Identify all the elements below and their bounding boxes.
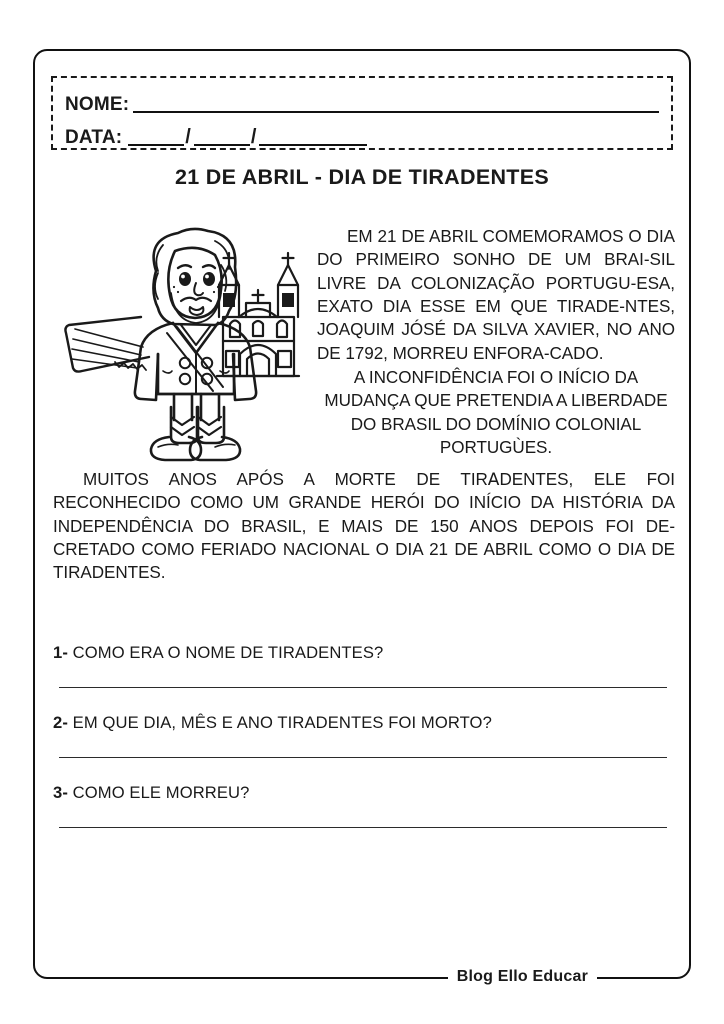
footer bbox=[35, 966, 689, 988]
name-input-line[interactable] bbox=[133, 110, 659, 113]
question-1-number: 1- bbox=[53, 643, 68, 662]
question-2 bbox=[53, 710, 673, 733]
date-separator-2: / bbox=[250, 126, 257, 148]
boots-graphic bbox=[151, 394, 240, 460]
blog-credit: Blog Ello Educar bbox=[448, 968, 597, 986]
student-info-box bbox=[51, 76, 673, 150]
name-label: NOME: bbox=[65, 94, 130, 115]
date-field-row bbox=[65, 117, 659, 150]
date-month-input-line[interactable] bbox=[194, 143, 250, 146]
question-3 bbox=[53, 780, 673, 803]
date-separator-1: / bbox=[185, 126, 191, 148]
page-title: 21 DE ABRIL - DIA DE TIRADENTES bbox=[174, 165, 550, 189]
question-2-text: EM QUE DIA, MÊS E ANO TIRADENTES FOI MORTO? bbox=[67, 713, 492, 732]
paragraph-inconfidencia: A INCONFIDÊNCIA FOI O INÍCIO DA MUDANÇA QUE PRETENDIA A LIBERDADE DO BRASIL DO DOMÍNIO COLONIAL PORTUGÙES. bbox=[324, 367, 668, 457]
question-2-number: 2- bbox=[53, 713, 68, 732]
church-graphic bbox=[217, 253, 299, 376]
answer-line-1[interactable] bbox=[59, 687, 667, 688]
question-1-text: COMO ERA O NOME DE TIRADENTES? bbox=[67, 643, 384, 662]
paragraph-intro: EM 21 DE ABRIL COMEMORAMOS O DIA DO PRIMEIRO SONHO DE UM BRAI-SIL LIVRE DA COLONIZAÇÃO PORTUGU-ESA, EXATO DIA ESSE EM QUE TIRADE-NTES, JOAQUIM JÓSÉ DA SILVA XAVIER, NO ANO DE 1792, MORREU ENFORA-CADO. bbox=[317, 227, 675, 363]
name-field-row bbox=[65, 84, 659, 117]
date-label: DATA: bbox=[65, 127, 123, 148]
question-3-text: COMO ELE MORREU? bbox=[67, 783, 250, 802]
question-1 bbox=[53, 640, 673, 663]
question-3-number: 3- bbox=[53, 783, 68, 802]
answer-line-3[interactable] bbox=[59, 827, 667, 828]
paragraph-legacy: MUITOS ANOS APÓS A MORTE DE TIRꓮDENTES, ELE FOI RECONHECIDO COMO UM GRANDE HERÓI DO INÍCIO DA HISTÓRIA DA INDEPENDÊNCIA DO BRASIL, E MAIS DE 150 ANOS DEPOIS FOI DE-CRETADO COMO FERIADO NACIONAL O DIA 21 DE ABRIL COMO O DIA DE TIRADENTES. bbox=[53, 470, 675, 583]
date-day-input-line[interactable] bbox=[128, 143, 184, 146]
answer-line-2[interactable] bbox=[59, 757, 667, 758]
questions-section bbox=[53, 640, 673, 850]
tiradentes-illustration bbox=[63, 221, 311, 467]
cape-graphic bbox=[65, 317, 149, 372]
worksheet-page bbox=[33, 49, 691, 985]
reading-section bbox=[53, 203, 675, 585]
date-year-input-line[interactable] bbox=[259, 143, 367, 146]
